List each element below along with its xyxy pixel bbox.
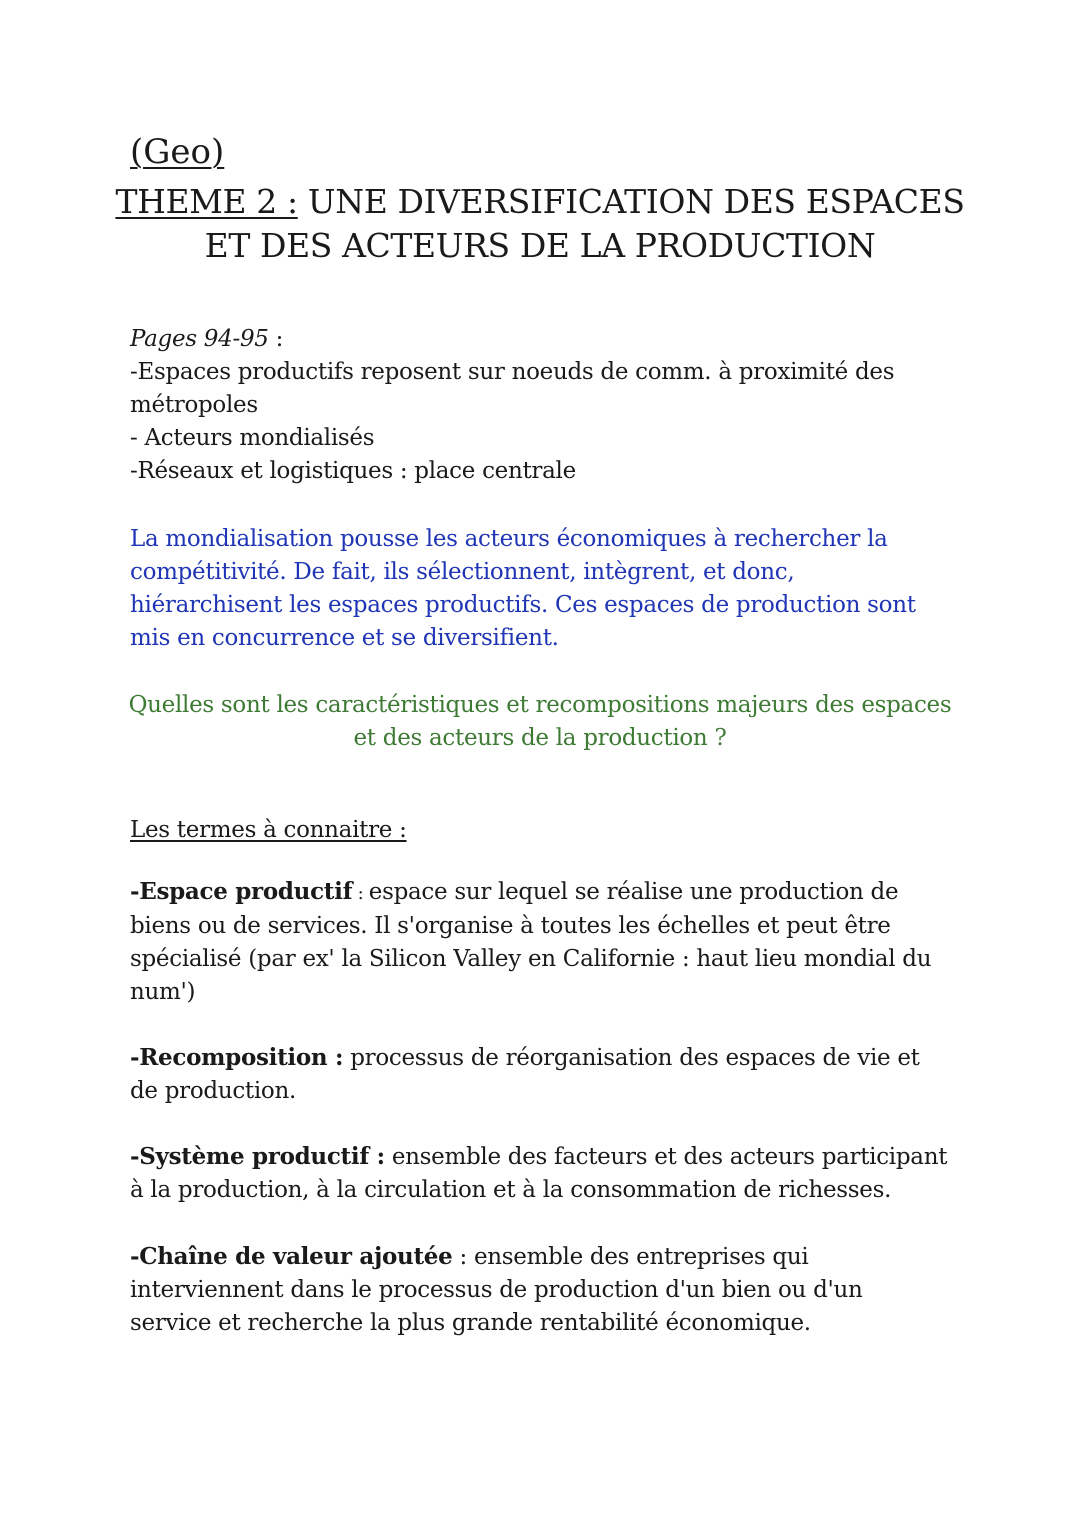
term-separator: : — [452, 1244, 474, 1270]
pages-section — [130, 323, 950, 488]
question-line-2: et des acteurs de la production ? — [353, 725, 727, 751]
question-line-1: Quelles sont les caractéristiques et recompositions majeurs des espaces — [128, 692, 952, 718]
term-name: -Espace productif — [130, 878, 353, 905]
pages-line-1: -Espaces productifs reposent sur noeuds de comm. à proximité des métropoles — [130, 359, 895, 418]
pages-label-suffix: : — [268, 326, 284, 352]
pages-heading — [130, 323, 950, 356]
term-definition — [130, 1041, 950, 1108]
pages-line-2: - Acteurs mondialisés — [130, 425, 375, 451]
term-separator: : — [352, 883, 369, 904]
term-definition — [130, 1240, 950, 1340]
term-name: -Recomposition : — [130, 1044, 344, 1071]
term-name: -Système productif : — [130, 1143, 385, 1170]
term-name: -Chaîne de valeur ajoutée — [130, 1243, 453, 1270]
term-text: espace sur lequel se réalise une production de biens ou de services. Il s'organise à toutes les échelles et peut être spécialisé (par ex' la Silicon Valley en Californie : haut lieu mondial du num') — [130, 879, 932, 1005]
term-text: ensemble des facteurs et des acteurs participant à la production, à la circulation et à la consommation de richesses. — [130, 1144, 948, 1203]
term-separator — [385, 1144, 392, 1170]
intro-paragraph: La mondialisation pousse les acteurs économiques à rechercher la compétitivité. De fait, ils sélectionnent, intègrent, et donc, hiérarchisent les espaces productifs. Ces espaces de production sont mis en concurrence et se diversifient. — [130, 526, 916, 651]
term-definition — [130, 875, 950, 1009]
term-text: ensemble des entreprises qui interviennent dans le processus de production d'un bien ou d'un service et recherche la plus grande rentabilité économique. — [130, 1244, 863, 1336]
title-line-2: ET DES ACTEURS DE LA PRODUCTION — [204, 226, 876, 265]
theme-number: THEME 2 : — [115, 182, 298, 221]
pages-line-3: -Réseaux et logistiques : place centrale — [130, 458, 576, 484]
term-definition — [130, 1140, 950, 1207]
terms-heading — [130, 814, 950, 847]
page-title — [110, 180, 970, 268]
terms-heading-text: Les termes à connaitre : — [130, 817, 407, 843]
title-line-1 — [110, 180, 970, 224]
pages-label: Pages 94-95 — [130, 326, 269, 352]
problem-question — [120, 689, 960, 755]
title-text-1: UNE DIVERSIFICATION DES ESPACES — [297, 182, 965, 221]
term-text: processus de réorganisation des espaces de vie et de production. — [130, 1045, 920, 1104]
subject-label: (Geo) — [130, 132, 225, 172]
